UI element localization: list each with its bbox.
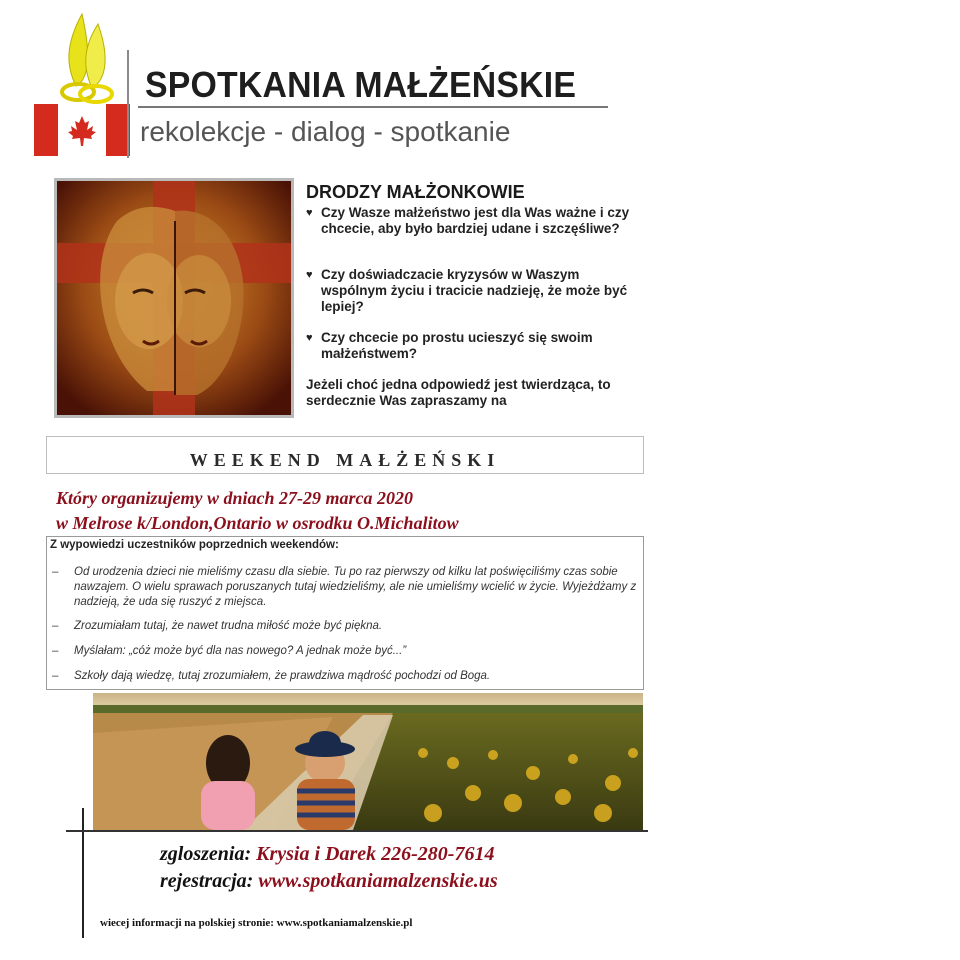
question-item: ♥ Czy Wasze małżeństwo jest dla Was ważne i czy chcecie, aby było bardziej udane i szczęśliwe? bbox=[306, 205, 630, 236]
header-divider-horizontal bbox=[138, 106, 608, 108]
canada-flag-icon bbox=[34, 104, 130, 156]
testimonial-item: – Zrozumiałam tutaj, że nawet trudna miłość może być piękna. bbox=[52, 620, 383, 632]
registration-website bbox=[160, 870, 498, 893]
decorative-line-horizontal bbox=[66, 830, 648, 832]
registration-contact bbox=[160, 843, 494, 866]
heart-icon: ♥ bbox=[306, 332, 313, 344]
testimonial-item: – Myślałam: „cóż może być dla nas nowego? A jednak może być...” bbox=[52, 645, 407, 657]
dash-icon: – bbox=[52, 645, 59, 657]
dash-icon: – bbox=[52, 620, 59, 632]
more-info-text: wiecej informacji na polskiej stronie: www.spotkaniamalzenskie.pl bbox=[100, 917, 413, 929]
testimonials-title: Z wypowiedzi uczestników poprzednich weekendów: bbox=[50, 539, 339, 551]
flame-rings-logo bbox=[48, 10, 128, 110]
question-item: ♥ Czy chcecie po prostu ucieszyć się swoim małżeństwem? bbox=[306, 330, 593, 361]
heart-icon: ♥ bbox=[306, 269, 313, 281]
event-location: w Melrose k/London,Ontario w osrodku O.Michalitow bbox=[56, 513, 459, 533]
testimonial-item: – Szkoły dają wiedzę, tutaj zrozumiałem, że prawdziwa mądrość pochodzi od Boga. bbox=[52, 670, 491, 682]
website-link[interactable]: www.spotkaniamalzenskie.us bbox=[258, 870, 498, 892]
heart-icon: ♥ bbox=[306, 207, 313, 219]
couple-icon-painting bbox=[54, 178, 294, 418]
website-label: rejestracja: bbox=[160, 870, 254, 892]
weekend-banner-text: WEEKEND MAŁŻEŃSKI bbox=[189, 450, 501, 470]
event-dates: Który organizujemy w dniach 27-29 marca 2020 bbox=[56, 488, 414, 508]
dash-icon: – bbox=[52, 670, 59, 682]
greeting-heading: DRODZY MAŁŻONKOWIE bbox=[306, 182, 525, 202]
decorative-line-vertical bbox=[82, 808, 84, 938]
couple-sunflower-field-photo bbox=[93, 693, 643, 830]
dash-icon: – bbox=[52, 566, 59, 578]
testimonial-item: – Od urodzenia dzieci nie mieliśmy czasu dla siebie. Tu po raz pierwszy od kilku lat poświęciliśmy czas sobie nawzajem. O wielu sprawach poruszanych tutaj wiedzieliśmy, ale nie umieliśmy wcielić w życie. Wyjeżdżamy z nadzieją, że uda się ruszyć z miejsca. bbox=[52, 566, 637, 608]
testimonials-box bbox=[46, 536, 644, 690]
page-subtitle: rekolekcje - dialog - spotkanie bbox=[140, 116, 511, 147]
page-title: SPOTKANIA MAŁŻEŃSKIE bbox=[145, 64, 577, 105]
question-item: ♥ Czy doświadczacie kryzysów w Waszym wspólnym życiu i tracicie nadzieję, że może być lepiej? bbox=[306, 267, 628, 314]
header-divider-vertical bbox=[127, 50, 129, 158]
invitation-text: Jeżeli choć jedna odpowiedź jest twierdząca, to serdecznie Was zapraszamy na bbox=[306, 377, 611, 408]
registration-contact-value: Krysia i Darek 226-280-7614 bbox=[256, 843, 495, 865]
registration-label: zgloszenia: bbox=[160, 843, 252, 865]
